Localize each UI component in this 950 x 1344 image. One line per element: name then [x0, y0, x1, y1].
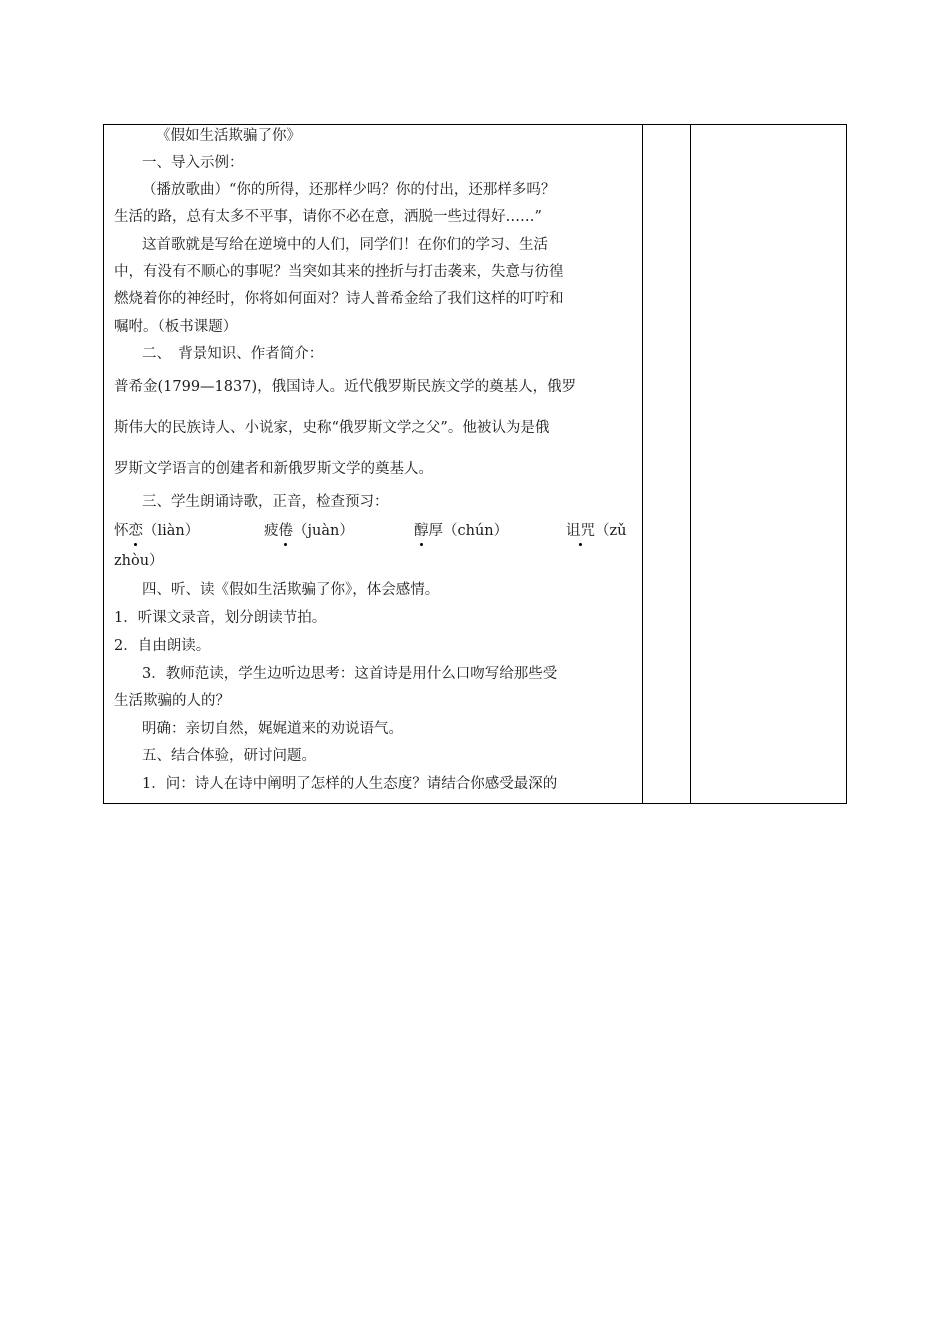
section-2-para-line-3: 罗斯文学语言的创建者和新俄罗斯文学的奠基人。: [114, 461, 433, 477]
middle-cell: [643, 125, 691, 803]
emphasis-dot-char: 诅咒: [566, 520, 595, 542]
section-1-para-1-line-2: 生活的路，总有太多不平事，请你不必在意，洒脱一些过得好……”: [114, 209, 542, 225]
vocab-item-3: 醇厚（chún）: [414, 520, 508, 542]
section-1-para-2-line-2: 中，有没有不顺心的事呢？当突如其来的挫折与打击袭来，失意与彷徨: [114, 264, 564, 280]
section-5-heading: 五、结合体验，研讨问题。: [142, 748, 316, 764]
section-4-item-3-line-2: 生活欺骗的人的？: [114, 693, 230, 709]
vocab-item-1: 怀恋（liàn）: [114, 520, 199, 542]
lesson-table: [103, 124, 847, 804]
section-1-para-2-line-3: 燃烧着你的神经时，你将如何面对？诗人普希金给了我们这样的叮咛和: [114, 291, 564, 307]
section-5-item-1: 1．问：诗人在诗中阐明了怎样的人生态度？请结合你感受最深的: [142, 776, 558, 792]
section-2-para-line-1: 普希金(1799—1837)，俄国诗人。近代俄罗斯民族文学的奠基人，俄罗: [114, 379, 577, 395]
section-2-para-line-2: 斯伟大的民族诗人、小说家，史称“俄罗斯文学之父”。他被认为是俄: [114, 420, 550, 436]
emphasis-dot-char: 恋: [129, 520, 144, 542]
section-4-item-3-line-1: 3．教师范读，学生边听边思考：这首诗是用什么口吻写给那些受: [142, 666, 558, 682]
section-4-heading: 四、听、读《假如生活欺骗了你》，体会感情。: [142, 582, 440, 598]
vocab-item-4: 诅咒（zǔ: [566, 520, 626, 542]
section-4-answer: 明确：亲切自然，娓娓道来的劝说语气。: [142, 721, 403, 737]
vocab-item-2: 疲倦（juàn）: [264, 520, 354, 542]
section-1-para-1-line-1: （播放歌曲）“你的所得，还那样少吗？你的付出，还那样多吗？: [142, 182, 556, 198]
section-4-item-2: 2．自由朗读。: [114, 638, 211, 654]
section-1-heading: 一、导入示例：: [142, 155, 244, 171]
right-cell: [691, 125, 846, 803]
section-4-item-1: 1．听课文录音，划分朗读节拍。: [114, 610, 327, 626]
section-3-heading: 三、学生朗诵诗歌，正音，检查预习：: [142, 494, 389, 510]
main-content-cell: [104, 125, 643, 803]
emphasis-dot-char: 醇: [414, 520, 429, 542]
section-2-heading: 二、 背景知识、作者简介：: [142, 346, 324, 362]
emphasis-dot-char: 倦: [279, 520, 294, 542]
section-1-para-2-line-1: 这首歌就是写给在逆境中的人们，同学们！在你们的学习、生活: [142, 237, 548, 253]
vocab-item-4-continued: zhòu）: [114, 553, 164, 569]
lesson-title: 《假如生活欺骗了你》: [156, 128, 301, 144]
section-1-para-2-line-4: 嘱咐。（板书课题）: [114, 319, 238, 335]
